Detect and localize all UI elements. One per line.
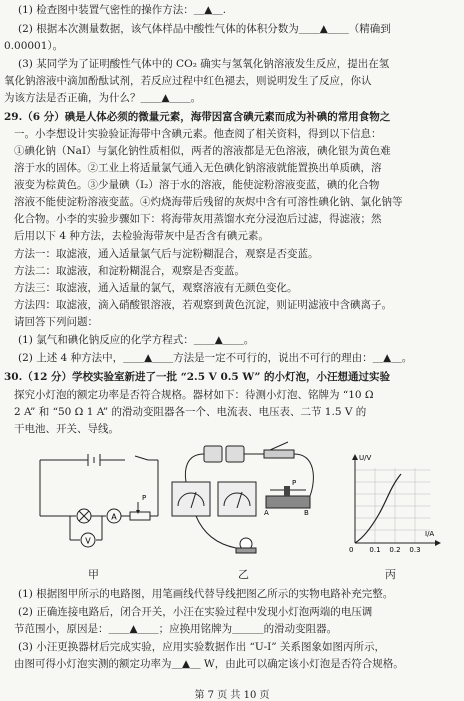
text-line: (2) 上述 4 种方法中，＿＿▲＿＿方法是一定不可行的，说出不可行的理由：＿▲＿。 [18, 352, 413, 364]
text-line: 液变为棕黄色。③少量碘（I₂）溶于水的溶液，能使淀粉溶液变蓝，碘的化合物 [14, 179, 380, 191]
method-4: 方法四：取滤液，滴入硝酸银溶液，若观察到黄色沉淀，则证明滤液中含碘离子。 [14, 299, 392, 311]
text-line: ①碘化钠（NaI）与氯化钠性质相似，两者的溶液都是无色溶液，碘化银为黄色难 [14, 145, 391, 157]
terminal-b-label: B [304, 509, 309, 517]
text-line: (1) 检查图中装置气密性的操作方法：＿▲＿. [18, 4, 227, 16]
text-line: 后用以下 4 种方法，去检验海带灰中是否含有碘元素。 [14, 230, 269, 242]
text-line: 由图可得小灯泡实测的额定功率为＿▲＿ W，由此可以确定该小灯泡是否符合规格。 [14, 658, 404, 670]
figure-caption-yi: 乙 [238, 568, 249, 581]
text-line: 化合物。小李的实验步骤如下：将海带灰用蒸馏水充分浸泡后过滤，得滤液；然 [14, 213, 382, 225]
text-line: 一。小李想设计实验验证海带中含碘元素。他查阅了相关资料，得到以下信息： [14, 128, 382, 140]
text-line: 请回答下列问题： [14, 316, 98, 328]
slider-p-label: P [292, 479, 297, 487]
x-tick: 0.1 [369, 546, 381, 554]
question-29-header: 29.（6 分）碘是人体必须的微量元素，海带因富含碘元素而成为补碘的常用食物之 [4, 111, 391, 123]
x-axis-label: I/A [425, 530, 435, 538]
apparatus-figure-yi [166, 440, 326, 565]
text-line: 0.00001）。 [4, 40, 64, 52]
terminal-a-label: A [264, 509, 269, 517]
origin-label: 0 [349, 546, 354, 554]
circuit-diagram-jia [30, 448, 165, 563]
text-line: (1) 根据图甲所示的电路图，用笔画线代替导线把图乙所示的实物电路补充完整。 [18, 588, 394, 600]
text-line: 探究小灯泡的额定功率是否符合规格。器材如下：待测小灯泡、铭牌为 “10 Ω [14, 389, 374, 401]
y-axis-label: U/V [359, 454, 372, 462]
text-line: (3) 某同学为了证明酸性气体中的 CO₂ 确实与氢氧化钠溶液发生反应，提出在氢 [18, 58, 390, 70]
text-line: (2) 根据本次测量数据，该气体样品中酸性气体的体积分数为＿＿▲＿＿（精确到 [18, 23, 391, 35]
text-line: 为该方法是否正确，为什么？＿＿▲＿＿。 [4, 92, 202, 104]
text-line: (2) 正确连接电路后，闭合开关，小汪在实验过程中发现小灯泡两端的电压调 [18, 606, 373, 618]
method-3: 方法三：取滤液，通入适量的氯气，观察溶液有无颜色变化。 [14, 282, 298, 294]
figure-caption-jia: 甲 [88, 568, 99, 581]
method-1: 方法一：取滤液，通入适量氯气后与淀粉糊混合，观察是否变蓝。 [14, 248, 319, 260]
text-line: 2 A” 和 “50 Ω 1 A” 的滑动变阻器各一个、电流表、电压表、二节 1.5 V 的 [14, 406, 367, 418]
ui-graph-bing [335, 448, 445, 563]
x-tick: 0.2 [389, 546, 401, 554]
text-line: (1) 氯气和碘化钠反应的化学方程式：＿＿▲＿＿。 [18, 334, 255, 346]
slider-label: P [142, 494, 147, 502]
text-line: 节范围小，原因是：＿＿▲＿＿；应换用铭牌为＿＿＿的滑动变阻器。 [14, 623, 338, 635]
text-line: 溶于水的固体。②工业上将适量氯气通入无色碘化钠溶液就能置换出单质碘，溶 [14, 162, 382, 174]
text-line: 溶液不能使淀粉溶液变蓝。④灼烧海带后残留的灰烬中含有可溶性碘化钠、氯化钠等 [14, 196, 403, 208]
question-30-header: 30.（12 分）学校实验室新进了一批 “2.5 V 0.5 W” 的小灯泡，小汪想通过实验 [4, 371, 391, 383]
text-line: 氧化钠溶液中滴加酚酞试剂，若反应过程中红色褪去，则说明发生了反应，你认 [4, 75, 372, 87]
page-footer: 第 7 页 共 10 页 [194, 690, 270, 701]
method-2: 方法二：取滤液，和淀粉糊混合，观察是否变蓝。 [14, 265, 245, 277]
voltmeter-label: V [85, 536, 91, 546]
x-tick: 0.3 [409, 546, 421, 554]
text-line: (3) 小汪更换器材后完成实验，应用实验数据作出 “U-I” 关系图象如图丙所示， [18, 641, 385, 653]
ammeter-label: A [111, 512, 117, 522]
text-line: 干电池、开关、导线。 [14, 423, 119, 435]
ui-curve [355, 474, 401, 543]
figure-caption-bing: 丙 [385, 568, 396, 581]
